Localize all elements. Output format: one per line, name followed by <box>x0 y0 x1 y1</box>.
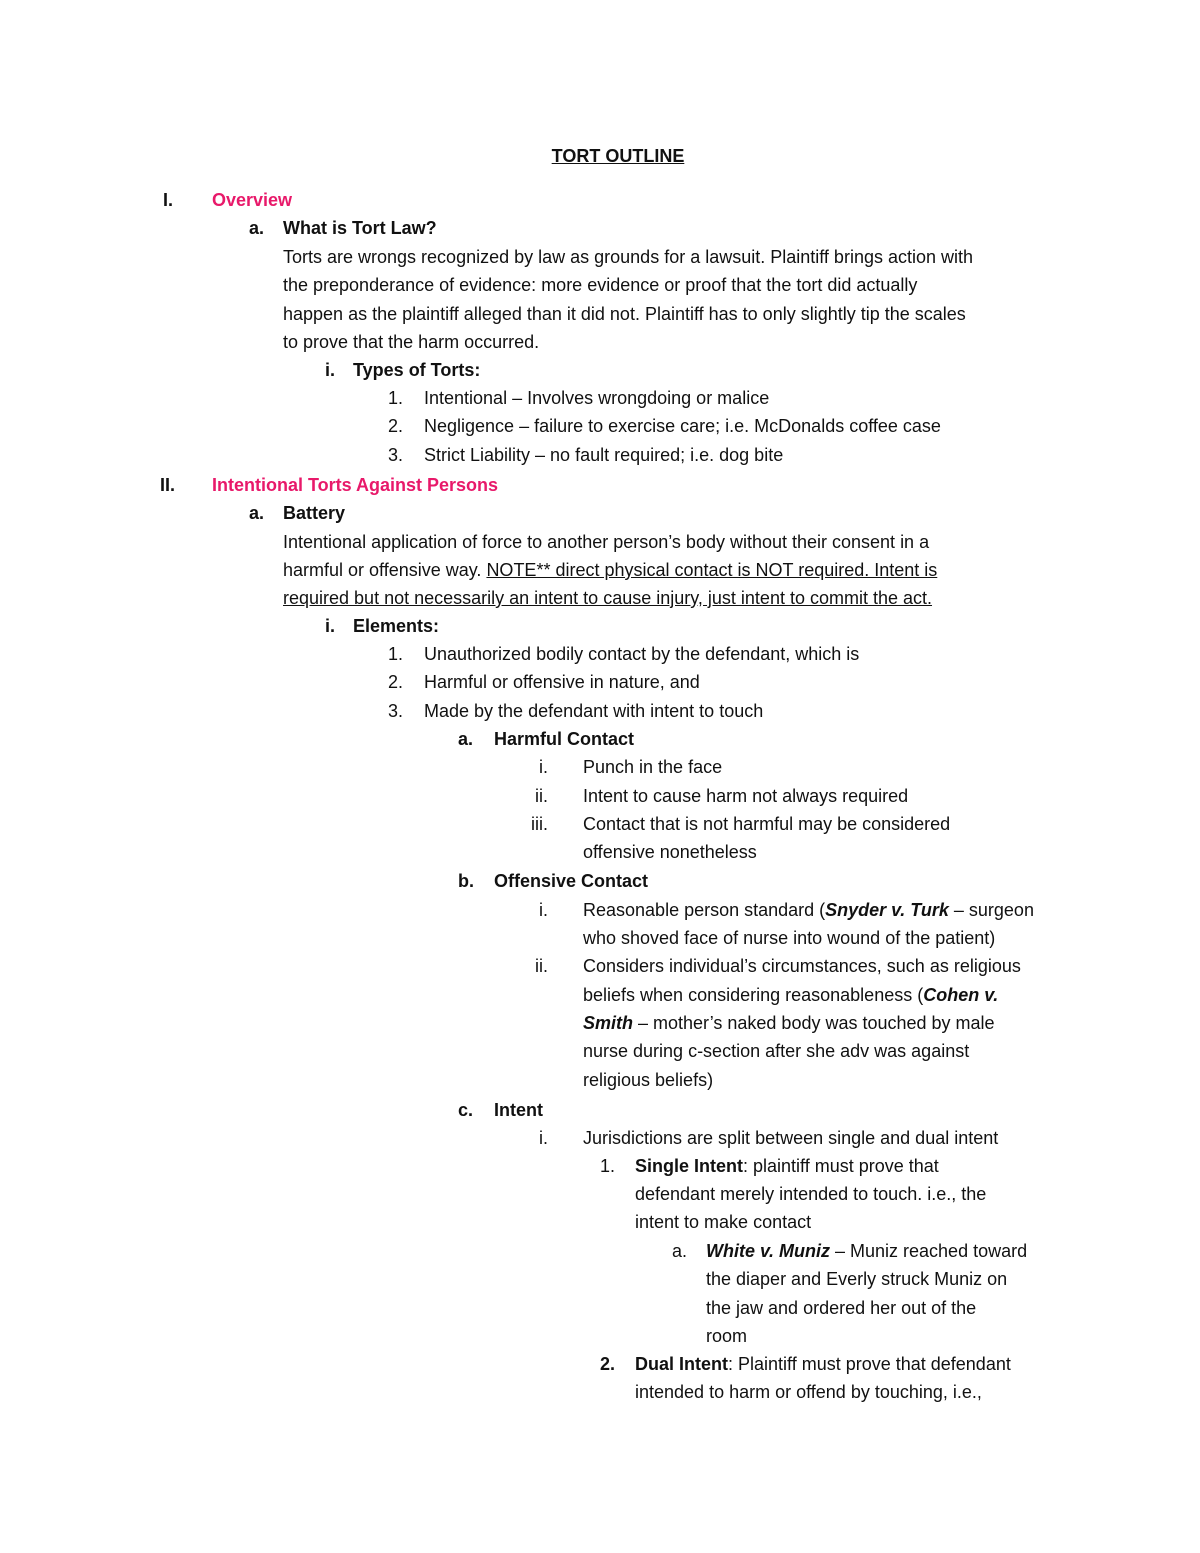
paragraph-line: to prove that the harm occurred. <box>283 332 540 352</box>
case-name: White v. Muniz <box>706 1241 830 1261</box>
case-name: Smith <box>583 1013 634 1033</box>
list-item: Intentional – Involves wrongdoing or malice <box>424 388 770 408</box>
section-2-heading: Intentional Torts Against Persons <box>212 475 499 495</box>
list-item-text: – Muniz reached toward <box>830 1241 1028 1261</box>
subsection-1a-heading: What is Tort Law? <box>283 218 437 238</box>
list-item-marker: ii. <box>535 956 548 976</box>
list-item <box>583 981 998 1009</box>
list-item: nurse during c-section after she adv was against <box>583 1041 970 1061</box>
case-name: Cohen v. <box>923 985 999 1005</box>
list-item: Harmful or offensive in nature, and <box>424 672 700 692</box>
section-2-marker: II. <box>160 475 176 495</box>
list-item-text: : plaintiff must prove that <box>743 1156 939 1176</box>
list-item-text: – surgeon <box>948 900 1034 920</box>
item-marker: b. <box>458 871 474 891</box>
list-item-marker: 1. <box>388 644 404 664</box>
harmful-contact-heading: Harmful Contact <box>494 729 635 749</box>
list-item <box>583 896 1034 924</box>
list-item-marker: ii. <box>535 786 548 806</box>
list-item-text: – mother’s naked body was touched by male <box>633 1013 995 1033</box>
types-of-torts-heading: Types of Torts: <box>353 360 481 380</box>
list-item-marker: 2. <box>388 672 404 692</box>
list-item <box>635 1152 939 1180</box>
list-item: offensive nonetheless <box>583 842 757 862</box>
intent-heading: Intent <box>494 1100 543 1120</box>
list-item: Unauthorized bodily contact by the defendant, which is <box>424 644 860 664</box>
list-item-marker: iii. <box>531 814 548 834</box>
section-1-heading: Overview <box>212 190 293 210</box>
note-underlined: NOTE** direct physical contact is NOT required. Intent is <box>486 560 938 580</box>
list-item: Intent to cause harm not always required <box>583 786 909 806</box>
item-marker: i. <box>325 616 336 636</box>
elements-heading: Elements: <box>353 616 440 636</box>
list-item: the jaw and ordered her out of the <box>706 1298 977 1318</box>
dual-intent-label: Dual Intent <box>635 1354 728 1374</box>
subsection-1a-marker: a. <box>249 218 265 238</box>
list-item: Jurisdictions are split between single and dual intent <box>583 1128 999 1148</box>
paragraph-line: Torts are wrongs recognized by law as grounds for a lawsuit. Plaintiff brings action with <box>283 247 974 267</box>
list-item: Made by the defendant with intent to touch <box>424 701 764 721</box>
list-item <box>583 1009 995 1037</box>
item-marker: i. <box>325 360 336 380</box>
list-item: defendant merely intended to touch. i.e., the <box>635 1184 987 1204</box>
list-item-marker: i. <box>539 1128 548 1148</box>
list-item <box>706 1237 1027 1265</box>
paragraph-line: the preponderance of evidence: more evidence or proof that the tort did actually <box>283 275 918 295</box>
list-item: room <box>706 1326 748 1346</box>
list-item: Strict Liability – no fault required; i.e. dog bite <box>424 445 784 465</box>
list-item <box>635 1350 1011 1378</box>
list-item: intent to make contact <box>635 1212 812 1232</box>
list-item-marker: i. <box>539 900 548 920</box>
item-marker: c. <box>458 1100 474 1120</box>
paragraph-line: Intentional application of force to another person’s body without their consent in a <box>283 532 930 552</box>
list-item-marker: a. <box>672 1241 688 1261</box>
paragraph-text: harmful or offensive way. <box>283 560 487 580</box>
list-item: Contact that is not harmful may be considered <box>583 814 951 834</box>
offensive-contact-heading: Offensive Contact <box>494 871 649 891</box>
battery-heading: Battery <box>283 503 346 523</box>
section-1-marker: I. <box>163 190 174 210</box>
list-item-marker: 1. <box>388 388 404 408</box>
list-item: Considers individual’s circumstances, such as religious <box>583 956 1021 976</box>
list-item: Negligence – failure to exercise care; i.e. McDonalds coffee case <box>424 416 941 436</box>
list-item: religious beliefs) <box>583 1070 714 1090</box>
list-item-marker: 2. <box>600 1354 616 1374</box>
list-item-marker: 2. <box>388 416 404 436</box>
list-item: the diaper and Everly struck Muniz on <box>706 1269 1008 1289</box>
item-marker: a. <box>458 729 474 749</box>
note-underlined: required but not necessarily an intent to cause injury, just intent to commit the act. <box>283 588 933 608</box>
list-item: intended to harm or offend by touching, i.e., <box>635 1382 982 1402</box>
list-item-marker: 3. <box>388 701 404 721</box>
paragraph-line <box>283 556 937 584</box>
list-item: Punch in the face <box>583 757 723 777</box>
list-item-marker: 3. <box>388 445 404 465</box>
list-item-text: Reasonable person standard ( <box>583 900 826 920</box>
list-item: who shoved face of nurse into wound of the patient) <box>583 928 996 948</box>
list-item-text: : Plaintiff must prove that defendant <box>728 1354 1011 1374</box>
subsection-2a-marker: a. <box>249 503 265 523</box>
single-intent-label: Single Intent <box>635 1156 743 1176</box>
list-item-text: beliefs when considering reasonableness ( <box>583 985 924 1005</box>
case-name: Snyder v. Turk <box>825 900 949 920</box>
paragraph-line: happen as the plaintiff alleged than it did not. Plaintiff has to only slightly tip the scales <box>283 304 966 324</box>
list-item-marker: 1. <box>600 1156 616 1176</box>
list-item-marker: i. <box>539 757 548 777</box>
document-title: TORT OUTLINE <box>551 146 685 166</box>
